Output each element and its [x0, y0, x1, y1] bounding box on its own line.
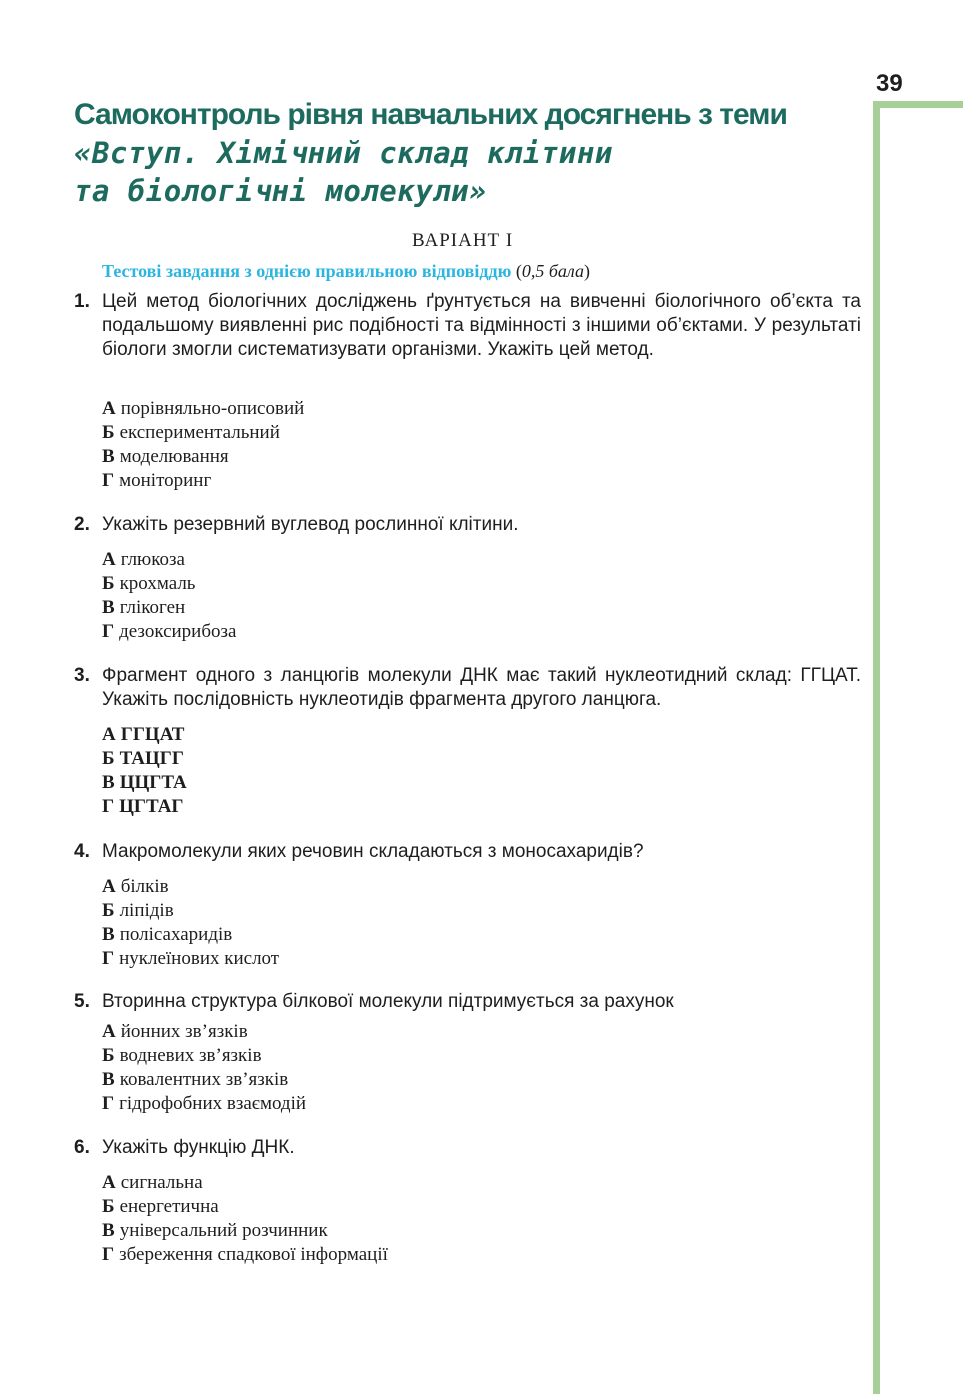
option-text: універсальний розчинник: [119, 1220, 328, 1241]
answer-options: [102, 1171, 388, 1267]
answer-option[interactable]: [102, 1171, 388, 1195]
answer-option[interactable]: [102, 947, 279, 971]
option-text: ЦГТАГ: [119, 796, 184, 817]
instruction-open-paren: (: [511, 261, 522, 281]
option-letter: Г: [102, 948, 115, 969]
answer-option[interactable]: [102, 620, 236, 644]
option-text: гідрофобних взаємодій: [119, 1093, 307, 1114]
title-line-3: та біологічні молекули»: [74, 174, 488, 208]
option-letter: А: [102, 1172, 116, 1193]
answer-option[interactable]: [102, 548, 236, 572]
option-text: енергетична: [119, 1196, 219, 1217]
answer-option[interactable]: [102, 397, 304, 421]
answer-option[interactable]: [102, 1044, 306, 1068]
question-text: Фрагмент одного з ланцюгів молекули ДНК має такий нуклеотидний склад: ГГЦАТ. Укажіть послідовність нуклеотидів фрагмента другого ланцюга.: [102, 665, 861, 710]
option-letter: А: [102, 1021, 116, 1042]
option-text: глюкоза: [120, 549, 185, 570]
option-text: білків: [120, 876, 169, 897]
option-text: ГГЦАТ: [120, 724, 185, 745]
option-letter: Б: [102, 900, 115, 921]
option-text: дезоксирибоза: [119, 621, 237, 642]
answer-option[interactable]: [102, 1243, 388, 1267]
option-text: крохмаль: [119, 573, 196, 594]
answer-option[interactable]: [102, 795, 187, 819]
option-letter: Б: [102, 1045, 115, 1066]
question-number: 1.: [74, 291, 90, 312]
instruction-text: Тестові завдання з однією правильною відповіддю: [102, 261, 512, 281]
option-letter: Г: [102, 1093, 115, 1114]
page-side-border: [873, 101, 963, 1394]
question-text: Макромолекули яких речовин складаються з моносахаридів?: [102, 841, 644, 862]
answer-option[interactable]: [102, 723, 187, 747]
option-text: полісахаридів: [119, 924, 233, 945]
answer-option[interactable]: [102, 469, 304, 493]
option-text: порівняльно-описовий: [120, 398, 305, 419]
answer-option[interactable]: [102, 875, 279, 899]
answer-option[interactable]: [102, 1219, 388, 1243]
option-text: ліпідів: [119, 900, 174, 921]
option-text: глікоген: [119, 597, 186, 618]
title-line-2: «Вступ. Хімічний склад клітини: [74, 136, 613, 170]
option-letter: А: [102, 724, 116, 745]
variant-label: ВАРІАНТ І: [412, 230, 514, 251]
option-letter: В: [102, 772, 115, 793]
option-text: сигнальна: [120, 1172, 203, 1193]
answer-option[interactable]: [102, 747, 187, 771]
option-letter: В: [102, 446, 115, 467]
answer-option[interactable]: [102, 899, 279, 923]
question-number: 5.: [74, 991, 90, 1012]
option-letter: Г: [102, 621, 115, 642]
test-instruction: [102, 261, 590, 282]
answer-option[interactable]: [102, 445, 304, 469]
answer-options: [102, 548, 236, 644]
option-letter: А: [102, 549, 116, 570]
question-text: Вторинна структура білкової молекули підтримується за рахунок: [102, 991, 674, 1012]
instruction-score: 0,5 бала: [521, 261, 584, 281]
title-line-1: Самоконтроль рівня навчальних досягнень з теми: [74, 98, 787, 131]
answer-option[interactable]: [102, 923, 279, 947]
option-letter: А: [102, 398, 116, 419]
question-number: 3.: [74, 665, 90, 686]
answer-option[interactable]: [102, 1068, 306, 1092]
question-text: Укажіть функцію ДНК.: [102, 1137, 295, 1158]
answer-options: [102, 875, 279, 971]
option-letter: Б: [102, 573, 115, 594]
option-letter: Г: [102, 796, 115, 817]
option-text: ТАЦГГ: [119, 748, 184, 769]
answer-options: [102, 1020, 306, 1116]
option-letter: В: [102, 1220, 115, 1241]
option-letter: В: [102, 597, 115, 618]
option-letter: Б: [102, 422, 115, 443]
question-number: 6.: [74, 1137, 90, 1158]
answer-option[interactable]: [102, 572, 236, 596]
option-letter: Б: [102, 748, 115, 769]
question-number: 2.: [74, 514, 90, 535]
option-text: збереження спадкової інформації: [119, 1244, 388, 1265]
question-text: Цей метод біологічних досліджень ґрунтується на вивченні біологічного об’єкта та подальшому виявленні рис подібності та відмінності з іншими об’єктами. У результаті біологи змогли систематизувати організми. Укажіть цей метод.: [102, 291, 861, 360]
option-text: моніторинг: [119, 470, 212, 491]
option-letter: А: [102, 876, 116, 897]
option-letter: В: [102, 924, 115, 945]
answer-option[interactable]: [102, 421, 304, 445]
answer-option[interactable]: [102, 1195, 388, 1219]
instruction-close-paren: ): [584, 261, 590, 281]
option-letter: Г: [102, 470, 115, 491]
answer-option[interactable]: [102, 596, 236, 620]
question-text: Укажіть резервний вуглевод рослинної клітини.: [102, 514, 519, 535]
option-letter: Б: [102, 1196, 115, 1217]
option-text: йонних зв’язків: [120, 1021, 248, 1042]
answer-option[interactable]: [102, 1020, 306, 1044]
answer-option[interactable]: [102, 1092, 306, 1116]
option-text: моделювання: [119, 446, 229, 467]
option-text: водневих зв’язків: [119, 1045, 262, 1066]
option-text: ковалентних зв’язків: [119, 1069, 289, 1090]
page-title: [74, 96, 854, 210]
option-text: експериментальний: [119, 422, 280, 443]
option-text: нуклеїнових кислот: [119, 948, 280, 969]
answer-option[interactable]: [102, 771, 187, 795]
answer-options: [102, 723, 187, 819]
answer-options: [102, 397, 304, 493]
option-text: ЦЦГТА: [119, 772, 187, 793]
page-number: 39: [876, 70, 903, 97]
question-number: 4.: [74, 841, 90, 862]
option-letter: В: [102, 1069, 115, 1090]
option-letter: Г: [102, 1244, 115, 1265]
